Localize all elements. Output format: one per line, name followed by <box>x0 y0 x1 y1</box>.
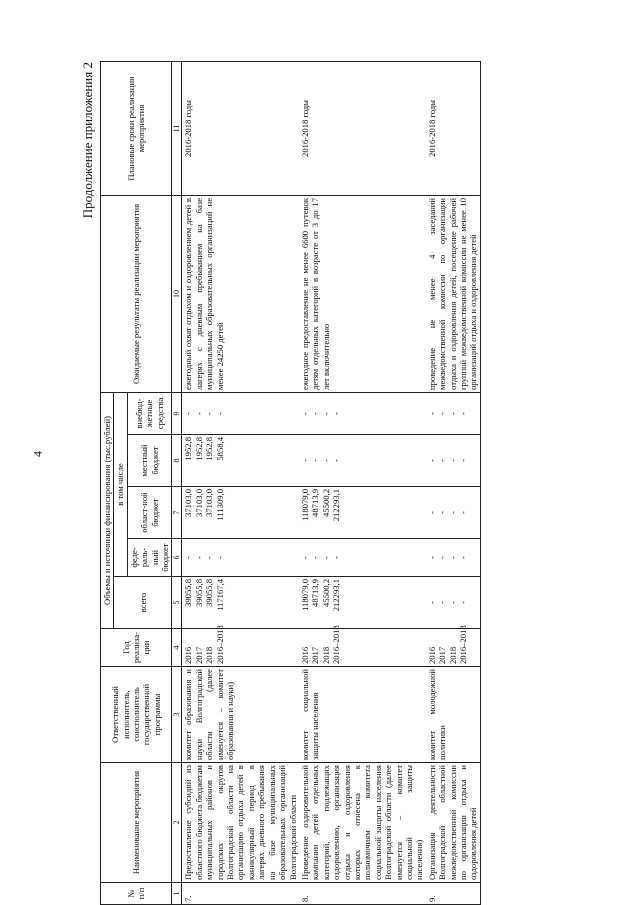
year-value: 2016 <box>426 646 437 664</box>
extrabudget-value: - <box>310 412 321 415</box>
regional-value: 45500,2 <box>320 489 331 517</box>
table-row <box>182 61 299 904</box>
total-value: 212293,1 <box>331 579 342 612</box>
year-value: 2016 <box>183 646 194 664</box>
table-row <box>299 61 426 904</box>
extrabudget-value: - <box>320 412 331 415</box>
page-number: 4 <box>30 451 45 457</box>
regional-cell <box>299 487 426 539</box>
local-value: - <box>447 459 458 462</box>
years-cell <box>182 625 299 667</box>
extrabudget-value: - <box>331 412 342 415</box>
planned-deadline: 2016-2018 годы <box>426 61 481 195</box>
extrabudget-value: - <box>183 412 194 415</box>
total-value: 117167,4 <box>214 579 225 611</box>
activity-name: Организация деятельности Волгоградской областной межведомственной комиссии по организации отдыха и оздоровления детей <box>426 763 481 883</box>
table-row <box>426 61 481 904</box>
extrabudget-value: - <box>458 412 468 415</box>
extrabudget-value: - <box>299 412 310 415</box>
column-number: 2 <box>172 763 182 883</box>
total-value: 39055,8 <box>204 579 215 607</box>
regional-value: - <box>437 511 448 514</box>
header-local: местный бюджет <box>127 435 172 487</box>
year-value: 2018 <box>447 646 458 664</box>
expected-result: проведение не менее 4 заседаний межведомственной комиссии по организации отдыха и оздоровления детей, посещение рабочей группой межведомственной комиссии не менее 10 организаций отдыха и оздоровления детей <box>426 195 481 392</box>
federal-value: - <box>204 556 215 559</box>
row-number: 8. <box>299 883 426 905</box>
local-cell <box>299 435 426 487</box>
header-federal: феде-раль-ный бюджет <box>127 539 172 577</box>
extrabudget-value: - <box>204 412 215 415</box>
year-value: 2017 <box>437 646 448 664</box>
continuation-label: Продолжение приложения 2 <box>80 62 95 219</box>
column-number: 7 <box>172 487 182 539</box>
local-value: - <box>426 459 437 462</box>
regional-value: 37103,0 <box>193 489 204 517</box>
program-activities-table <box>100 61 481 905</box>
header-extrabudget: внебюд-жетные средства <box>127 392 172 434</box>
year-value: 2016–2018 <box>458 625 468 664</box>
planned-deadline: 2016-2018 годы <box>299 61 426 195</box>
responsible-executor: комитет социальной защиты населения <box>299 667 426 763</box>
header-responsible: Ответственный исполнитель, соисполнитель государственной программы <box>101 667 172 763</box>
total-cell <box>426 577 481 629</box>
total-cell <box>299 577 426 629</box>
extrabudget-value: - <box>437 412 448 415</box>
total-value: 118079,0 <box>299 579 310 611</box>
local-cell <box>426 435 481 487</box>
regional-value: - <box>426 511 437 514</box>
column-number: 1 <box>172 883 182 905</box>
federal-cell <box>299 539 426 577</box>
federal-cell <box>426 539 481 577</box>
total-value: - <box>426 601 437 604</box>
column-number: 4 <box>172 629 182 667</box>
column-numbers-row <box>172 61 182 904</box>
local-value: - <box>331 459 342 462</box>
extrabudget-value: - <box>447 412 458 415</box>
expected-result: ежегодный охват отдыхом и оздоровлением детей в лагерях с дневным пребыванием на базе муниципальных образовательных организаций не менее 24250 детей <box>182 195 299 392</box>
column-number: 11 <box>172 61 182 195</box>
local-value: - <box>458 459 468 462</box>
extrabudget-cell <box>426 392 481 434</box>
federal-value: - <box>458 556 468 559</box>
column-number: 5 <box>172 577 182 629</box>
column-number: 10 <box>172 195 182 392</box>
federal-value: - <box>193 556 204 559</box>
federal-value: - <box>183 556 194 559</box>
federal-value: - <box>320 556 331 559</box>
header-results: Ожидаемые результаты реализации мероприятия <box>101 195 172 392</box>
total-cell <box>182 577 299 629</box>
regional-cell <box>426 487 481 539</box>
local-value: 1952,8 <box>204 437 215 461</box>
federal-value: - <box>214 556 225 559</box>
planned-deadline: 2016-2018 годы <box>182 61 299 195</box>
extrabudget-cell <box>182 392 299 434</box>
row-number: 9. <box>426 883 481 905</box>
total-value: 39055,8 <box>183 579 194 607</box>
local-value: 1952,8 <box>183 437 194 461</box>
local-value: - <box>437 459 448 462</box>
header-deadline: Плановые сроки реализации мероприятия <box>101 61 172 195</box>
local-value: - <box>299 459 310 462</box>
year-value: 2016–2018 <box>331 625 342 664</box>
year-value: 2016–2018 <box>214 625 225 664</box>
column-number: 8 <box>172 435 182 487</box>
column-number: 3 <box>172 667 182 763</box>
header-total: всего <box>114 577 172 629</box>
header-regional: област-ной бюджет <box>127 487 172 539</box>
extrabudget-value: - <box>193 412 204 415</box>
responsible-executor: комитет молодежной политики <box>426 667 481 763</box>
local-cell <box>182 435 299 487</box>
year-value: 2018 <box>204 646 215 664</box>
header-in-that: в том числе <box>114 392 127 576</box>
years-cell <box>299 625 426 667</box>
regional-value: 212293,1 <box>331 489 342 522</box>
regional-value: 48713,9 <box>310 489 321 517</box>
federal-value: - <box>310 556 321 559</box>
federal-value: - <box>299 556 310 559</box>
local-value: 1952,8 <box>193 437 204 461</box>
regional-cell <box>182 487 299 539</box>
total-value: - <box>437 601 448 604</box>
federal-value: - <box>437 556 448 559</box>
local-value: - <box>310 459 321 462</box>
rotated-page-content <box>80 62 600 905</box>
responsible-executor: комитет образования и науки Волгоградской области (далее именуется – комитет образования и науки) <box>182 667 299 763</box>
year-value: 2016 <box>299 646 310 664</box>
activity-name: Предоставление субсидий из областного бюджета бюджетам муниципальных районов и городских округов Волгоградской области на организацию отдыха детей в каникулярный период в лагерях дневного пребывания на базе муниципальных образовательных организаций Волгоградской области <box>182 763 299 883</box>
total-value: - <box>458 601 468 604</box>
regional-value: 37103,0 <box>204 489 215 517</box>
expected-result: ежегодное предоставление не менее 6600 путевок детям отдельных категорий в возрасте от 3 до 17 лет включительно <box>299 195 426 392</box>
row-number: 7. <box>182 883 299 905</box>
regional-value: - <box>458 511 468 514</box>
year-value: 2017 <box>310 646 321 664</box>
total-value: - <box>447 601 458 604</box>
local-value: - <box>320 459 331 462</box>
extrabudget-value: - <box>426 412 437 415</box>
federal-value: - <box>331 556 342 559</box>
regional-value: 118079,0 <box>299 489 310 521</box>
regional-value: 37103,0 <box>183 489 194 517</box>
federal-value: - <box>426 556 437 559</box>
regional-value: - <box>447 511 458 514</box>
total-value: 48713,9 <box>310 579 321 607</box>
federal-value: - <box>447 556 458 559</box>
extrabudget-value: - <box>214 412 225 415</box>
extrabudget-cell <box>299 392 426 434</box>
total-value: 45500,2 <box>320 579 331 607</box>
activity-name: Проведение оздоровительной кампании детей отдельных категорий, подлежащих оздоровлению, организация отдыха и оздоровления которых отнесена к полномочиям комитета социальной защиты населения Волгоградской области (далее именуется – комитет социальной защиты населения) <box>299 763 426 883</box>
header-year: Год реализа-ции <box>101 629 172 667</box>
federal-cell <box>182 539 299 577</box>
column-number: 9 <box>172 392 182 434</box>
total-value: 39055,8 <box>193 579 204 607</box>
local-value: 5858,4 <box>214 437 225 461</box>
header-num: № п/п <box>101 883 172 905</box>
header-name: Наименование мероприятия <box>101 763 172 883</box>
years-cell <box>426 625 481 667</box>
column-number: 6 <box>172 539 182 577</box>
year-value: 2018 <box>320 646 331 664</box>
regional-value: 111309,0 <box>214 489 225 521</box>
header-funding-group: Объемы и источники финансирования (тыс.рублей) <box>101 392 114 628</box>
year-value: 2017 <box>193 646 204 664</box>
